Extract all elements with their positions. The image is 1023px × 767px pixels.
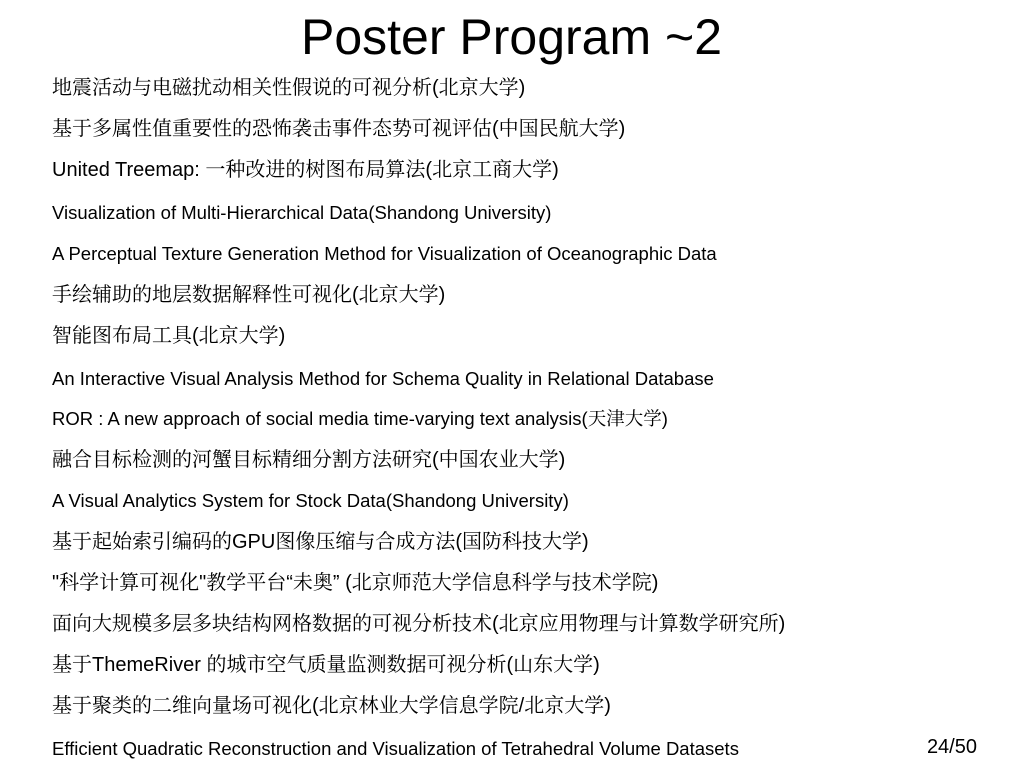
list-item: 面向大规模多层多块结构网格数据的可视分析技术(北京应用物理与计算数学研究所) [52, 613, 786, 635]
list-item: 基于起始索引编码的GPU图像压缩与合成方法(国防科技大学) [52, 531, 589, 553]
list-item: 基于聚类的二维向量场可视化(北京林业大学信息学院/北京大学) [52, 695, 611, 717]
list-item: 智能图布局工具(北京大学) [52, 325, 286, 347]
list-item: Efficient Quadratic Reconstruction and Visualization of Tetrahedral Volume Datasets [52, 738, 739, 759]
list-item: ROR : A new approach of social media time-varying text analysis(天津大学) [52, 408, 668, 429]
list-item: "科学计算可视化"教学平台“未奥” (北京师范大学信息科学与技术学院) [52, 572, 659, 594]
list-item: A Visual Analytics System for Stock Data(Shandong University) [52, 490, 569, 511]
slide-title: Poster Program ~2 [300, 9, 723, 65]
list-item: An Interactive Visual Analysis Method for Schema Quality in Relational Database [52, 368, 714, 389]
list-item: 融合目标检测的河蟹目标精细分割方法研究(中国农业大学) [52, 449, 566, 471]
list-item: United Treemap: 一种改进的树图布局算法(北京工商大学) [52, 159, 559, 181]
list-item: A Perceptual Texture Generation Method for Visualization of Oceanographic Data [52, 243, 717, 264]
list-item: 地震活动与电磁扰动相关性假说的可视分析(北京大学) [52, 77, 526, 99]
page-number: 24/50 [923, 734, 977, 760]
list-item: 基于ThemeRiver 的城市空气质量监测数据可视分析(山东大学) [52, 654, 600, 676]
list-item: 手绘辅助的地层数据解释性可视化(北京大学) [52, 284, 446, 306]
list-item: Visualization of Multi-Hierarchical Data(Shandong University) [52, 202, 552, 223]
list-item: 基于多属性值重要性的恐怖袭击事件态势可视评估(中国民航大学) [52, 118, 626, 140]
